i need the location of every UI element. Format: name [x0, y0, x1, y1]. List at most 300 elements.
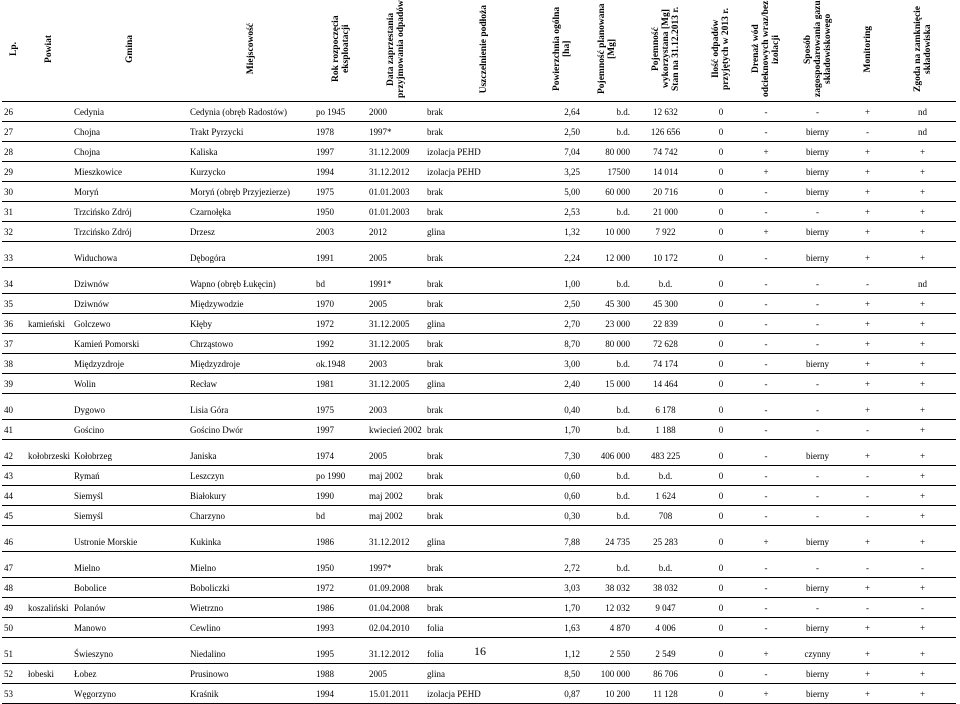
cell-zgoda: +: [889, 202, 956, 222]
header-pojemnosc-planowana: Pojemność planowana [Mg]: [582, 0, 632, 102]
table-body: [2, 102, 956, 704]
cell-monitoring: +: [846, 102, 889, 122]
cell-drenaz: -: [743, 202, 789, 222]
cell-rok: 1972: [314, 314, 367, 334]
table-row: [2, 506, 956, 526]
cell-powiat: [26, 182, 72, 202]
cell-data-zaprzestania: 2003: [367, 400, 425, 420]
cell-pojemnosc-planowana: 12 000: [582, 248, 632, 268]
cell-zgoda: nd: [889, 274, 956, 294]
cell-monitoring: -: [846, 558, 889, 578]
cell-data-zaprzestania: 31.12.2012: [367, 644, 425, 664]
header-rok: Rok rozpoczęcia eksploatacji: [314, 0, 367, 102]
cell-ilosc-odpadow: 0: [699, 334, 743, 354]
cell-powiat: [26, 420, 72, 440]
cell-powiat: [26, 202, 72, 222]
cell-zgoda: +: [889, 446, 956, 466]
cell-monitoring: +: [846, 354, 889, 374]
cell-powierzchnia: 8,70: [542, 334, 582, 354]
cell-pojemnosc-planowana: 17500: [582, 162, 632, 182]
cell-ilosc-odpadow: 0: [699, 374, 743, 394]
cell-lp: 47: [2, 558, 26, 578]
cell-pojemnosc-planowana: 100 000: [582, 664, 632, 684]
table-row: [2, 558, 956, 578]
cell-gmina: Międzyzdroje: [72, 354, 188, 374]
cell-rok: 1995: [314, 644, 367, 664]
cell-sposob: -: [789, 314, 846, 334]
cell-pojemnosc-planowana: b.d.: [582, 102, 632, 122]
cell-pojemnosc-planowana: b.d.: [582, 202, 632, 222]
cell-pojemnosc-planowana: 12 032: [582, 598, 632, 618]
cell-lp: 38: [2, 354, 26, 374]
cell-uszczelnienie: glina: [425, 314, 542, 334]
cell-data-zaprzestania: 01.01.2003: [367, 182, 425, 202]
cell-drenaz: -: [743, 466, 789, 486]
cell-powierzchnia: 0,40: [542, 400, 582, 420]
cell-sposob: bierny: [789, 142, 846, 162]
table-row: [2, 142, 956, 162]
cell-drenaz: -: [743, 354, 789, 374]
cell-pojemnosc-wykorzystana: 20 716: [632, 182, 699, 202]
cell-pojemnosc-wykorzystana: 6 178: [632, 400, 699, 420]
table-row: [2, 446, 956, 466]
cell-powiat: kamieński: [26, 314, 72, 334]
table-header: [2, 0, 956, 102]
cell-powiat: [26, 506, 72, 526]
cell-sposob: bierny: [789, 446, 846, 466]
cell-monitoring: -: [846, 274, 889, 294]
cell-zgoda: +: [889, 644, 956, 664]
cell-sposob: -: [789, 420, 846, 440]
cell-miejscowosc: Janiska: [188, 446, 314, 466]
cell-ilosc-odpadow: 0: [699, 162, 743, 182]
table-row: [2, 314, 956, 334]
cell-sposob: -: [789, 102, 846, 122]
cell-powierzchnia: 0,87: [542, 684, 582, 704]
cell-sposob: -: [789, 400, 846, 420]
cell-gmina: Węgorzyno: [72, 684, 188, 704]
cell-uszczelnienie: glina: [425, 664, 542, 684]
cell-pojemnosc-wykorzystana: 1 188: [632, 420, 699, 440]
cell-gmina: Gościno: [72, 420, 188, 440]
table-row: [2, 202, 956, 222]
cell-monitoring: -: [846, 466, 889, 486]
cell-gmina: Polanów: [72, 598, 188, 618]
cell-powierzchnia: 1,70: [542, 598, 582, 618]
cell-lp: 30: [2, 182, 26, 202]
cell-ilosc-odpadow: 0: [699, 618, 743, 638]
cell-rok: 1972: [314, 578, 367, 598]
cell-pojemnosc-planowana: 10 000: [582, 222, 632, 242]
cell-drenaz: -: [743, 122, 789, 142]
header-ilosc-odpadow: Ilość odpadów przyjętych w 2013 r.: [699, 0, 743, 102]
cell-sposob: -: [789, 558, 846, 578]
cell-pojemnosc-planowana: 4 870: [582, 618, 632, 638]
cell-data-zaprzestania: maj 2002: [367, 486, 425, 506]
cell-zgoda: +: [889, 532, 956, 552]
cell-miejscowosc: Lisia Góra: [188, 400, 314, 420]
cell-ilosc-odpadow: 0: [699, 578, 743, 598]
table-row: [2, 400, 956, 420]
cell-lp: 39: [2, 374, 26, 394]
cell-pojemnosc-wykorzystana: 1 624: [632, 486, 699, 506]
cell-monitoring: -: [846, 122, 889, 142]
cell-monitoring: +: [846, 578, 889, 598]
cell-gmina: Rymań: [72, 466, 188, 486]
cell-powierzchnia: 1,12: [542, 644, 582, 664]
cell-gmina: Chojna: [72, 122, 188, 142]
cell-powierzchnia: 2,50: [542, 122, 582, 142]
cell-monitoring: +: [846, 182, 889, 202]
table-row: [2, 294, 956, 314]
cell-drenaz: -: [743, 486, 789, 506]
cell-gmina: Ustronie Morskie: [72, 532, 188, 552]
cell-pojemnosc-wykorzystana: 22 839: [632, 314, 699, 334]
cell-sposob: bierny: [789, 684, 846, 704]
header-pojemnosc-wykorzystana: Pojemność wykorzystana [Mg] Stan na 31.12.2013 r.: [632, 0, 699, 102]
cell-rok: bd: [314, 274, 367, 294]
cell-pojemnosc-wykorzystana: 9 047: [632, 598, 699, 618]
cell-uszczelnienie: izolacja PEHD: [425, 142, 542, 162]
cell-miejscowosc: Kraśnik: [188, 684, 314, 704]
cell-powierzchnia: 3,03: [542, 578, 582, 598]
cell-powierzchnia: 7,88: [542, 532, 582, 552]
cell-zgoda: +: [889, 182, 956, 202]
cell-rok: 1994: [314, 162, 367, 182]
cell-uszczelnienie: izolacja PEHD: [425, 684, 542, 704]
cell-powierzchnia: 2,64: [542, 102, 582, 122]
cell-pojemnosc-wykorzystana: b.d.: [632, 274, 699, 294]
cell-ilosc-odpadow: 0: [699, 354, 743, 374]
cell-miejscowosc: Chrząstowo: [188, 334, 314, 354]
cell-sposob: bierny: [789, 182, 846, 202]
table-row: [2, 334, 956, 354]
cell-pojemnosc-planowana: b.d.: [582, 486, 632, 506]
cell-powiat: [26, 684, 72, 704]
cell-miejscowosc: Recław: [188, 374, 314, 394]
cell-powiat: [26, 294, 72, 314]
cell-zgoda: nd: [889, 122, 956, 142]
cell-uszczelnienie: folia: [425, 618, 542, 638]
cell-powierzchnia: 1,00: [542, 274, 582, 294]
cell-data-zaprzestania: 2005: [367, 248, 425, 268]
cell-pojemnosc-planowana: 10 200: [582, 684, 632, 704]
cell-sposob: -: [789, 294, 846, 314]
cell-pojemnosc-wykorzystana: 86 706: [632, 664, 699, 684]
cell-zgoda: +: [889, 486, 956, 506]
cell-pojemnosc-wykorzystana: 4 006: [632, 618, 699, 638]
cell-lp: 33: [2, 248, 26, 268]
cell-uszczelnienie: brak: [425, 420, 542, 440]
header-uszczelnienie: Uszczelnienie podłoża: [425, 0, 542, 102]
cell-pojemnosc-wykorzystana: 45 300: [632, 294, 699, 314]
cell-miejscowosc: Prusinowo: [188, 664, 314, 684]
cell-rok: 2003: [314, 222, 367, 242]
cell-pojemnosc-planowana: b.d.: [582, 558, 632, 578]
cell-sposob: -: [789, 506, 846, 526]
table-row: [2, 182, 956, 202]
cell-pojemnosc-planowana: b.d.: [582, 400, 632, 420]
cell-data-zaprzestania: 2012: [367, 222, 425, 242]
cell-rok: 1974: [314, 446, 367, 466]
cell-rok: 1975: [314, 182, 367, 202]
cell-gmina: Trzcińsko Zdrój: [72, 222, 188, 242]
cell-uszczelnienie: brak: [425, 354, 542, 374]
page-number: 16: [474, 644, 486, 658]
cell-powiat: [26, 102, 72, 122]
cell-lp: 31: [2, 202, 26, 222]
cell-ilosc-odpadow: 0: [699, 664, 743, 684]
table-row: [2, 578, 956, 598]
cell-gmina: Manowo: [72, 618, 188, 638]
cell-zgoda: -: [889, 598, 956, 618]
cell-data-zaprzestania: 31.12.2012: [367, 162, 425, 182]
cell-powiat: [26, 142, 72, 162]
cell-lp: 50: [2, 618, 26, 638]
cell-monitoring: +: [846, 222, 889, 242]
table-row: [2, 102, 956, 122]
cell-powierzchnia: 2,40: [542, 374, 582, 394]
cell-powiat: [26, 578, 72, 598]
cell-miejscowosc: Charzyno: [188, 506, 314, 526]
cell-data-zaprzestania: 01.04.2008: [367, 598, 425, 618]
cell-ilosc-odpadow: 0: [699, 400, 743, 420]
cell-sposob: bierny: [789, 122, 846, 142]
cell-zgoda: +: [889, 248, 956, 268]
cell-gmina: Łobez: [72, 664, 188, 684]
cell-powierzchnia: 1,70: [542, 420, 582, 440]
table-row: [2, 684, 956, 704]
cell-zgoda: -: [889, 558, 956, 578]
header-lp: Lp.: [2, 0, 26, 102]
cell-powiat: [26, 532, 72, 552]
cell-data-zaprzestania: 01.01.2003: [367, 202, 425, 222]
cell-ilosc-odpadow: 0: [699, 314, 743, 334]
cell-pojemnosc-wykorzystana: 7 922: [632, 222, 699, 242]
cell-data-zaprzestania: 15.01.2011: [367, 684, 425, 704]
cell-drenaz: -: [743, 294, 789, 314]
cell-miejscowosc: Międzywodzie: [188, 294, 314, 314]
cell-uszczelnienie: brak: [425, 466, 542, 486]
cell-data-zaprzestania: 31.12.2009: [367, 142, 425, 162]
cell-data-zaprzestania: 31.12.2005: [367, 314, 425, 334]
cell-miejscowosc: Wietrzno: [188, 598, 314, 618]
cell-lp: 53: [2, 684, 26, 704]
table-row: [2, 122, 956, 142]
cell-ilosc-odpadow: 0: [699, 532, 743, 552]
cell-drenaz: +: [743, 644, 789, 664]
cell-powiat: [26, 122, 72, 142]
cell-uszczelnienie: brak: [425, 202, 542, 222]
cell-uszczelnienie: brak: [425, 506, 542, 526]
cell-data-zaprzestania: 2003: [367, 354, 425, 374]
cell-powierzchnia: 3,25: [542, 162, 582, 182]
cell-pojemnosc-wykorzystana: b.d.: [632, 558, 699, 578]
cell-drenaz: -: [743, 558, 789, 578]
cell-drenaz: -: [743, 182, 789, 202]
cell-ilosc-odpadow: 0: [699, 558, 743, 578]
cell-lp: 51: [2, 644, 26, 664]
cell-monitoring: +: [846, 532, 889, 552]
cell-powiat: [26, 222, 72, 242]
cell-zgoda: +: [889, 294, 956, 314]
cell-powierzchnia: 3,00: [542, 354, 582, 374]
cell-uszczelnienie: brak: [425, 122, 542, 142]
cell-pojemnosc-wykorzystana: 14 464: [632, 374, 699, 394]
cell-pojemnosc-planowana: b.d.: [582, 466, 632, 486]
cell-rok: 1994: [314, 684, 367, 704]
cell-data-zaprzestania: 31.12.2005: [367, 334, 425, 354]
cell-uszczelnienie: brak: [425, 102, 542, 122]
cell-gmina: Widuchowa: [72, 248, 188, 268]
cell-pojemnosc-wykorzystana: 10 172: [632, 248, 699, 268]
cell-miejscowosc: Czarnołęka: [188, 202, 314, 222]
cell-miejscowosc: Mielno: [188, 558, 314, 578]
cell-monitoring: +: [846, 618, 889, 638]
cell-pojemnosc-planowana: 80 000: [582, 142, 632, 162]
cell-pojemnosc-planowana: 2 550: [582, 644, 632, 664]
cell-data-zaprzestania: 01.09.2008: [367, 578, 425, 598]
cell-ilosc-odpadow: 0: [699, 222, 743, 242]
cell-pojemnosc-planowana: 45 300: [582, 294, 632, 314]
cell-gmina: Siemyśl: [72, 486, 188, 506]
cell-data-zaprzestania: kwiecień 2002: [367, 420, 425, 440]
cell-rok: 1978: [314, 122, 367, 142]
cell-pojemnosc-planowana: b.d.: [582, 420, 632, 440]
cell-rok: 1991: [314, 248, 367, 268]
cell-monitoring: +: [846, 400, 889, 420]
cell-gmina: Dygowo: [72, 400, 188, 420]
cell-pojemnosc-wykorzystana: 38 032: [632, 578, 699, 598]
cell-ilosc-odpadow: 0: [699, 294, 743, 314]
cell-data-zaprzestania: maj 2002: [367, 506, 425, 526]
cell-gmina: Cedynia: [72, 102, 188, 122]
cell-lp: 42: [2, 446, 26, 466]
cell-miejscowosc: Wapno (obręb Łukęcin): [188, 274, 314, 294]
cell-drenaz: -: [743, 274, 789, 294]
cell-uszczelnienie: brak: [425, 446, 542, 466]
cell-drenaz: +: [743, 222, 789, 242]
header-miejscowosc: Miejscowość: [188, 0, 314, 102]
table-row: [2, 486, 956, 506]
cell-drenaz: -: [743, 446, 789, 466]
header-powierzchnia: Powierzchnia ogólna [ha]: [542, 0, 582, 102]
cell-drenaz: -: [743, 400, 789, 420]
cell-sposob: -: [789, 334, 846, 354]
cell-zgoda: +: [889, 664, 956, 684]
cell-pojemnosc-planowana: 23 000: [582, 314, 632, 334]
cell-rok: bd: [314, 506, 367, 526]
cell-monitoring: +: [846, 248, 889, 268]
cell-monitoring: +: [846, 294, 889, 314]
cell-ilosc-odpadow: 0: [699, 202, 743, 222]
cell-uszczelnienie: brak: [425, 578, 542, 598]
cell-monitoring: +: [846, 334, 889, 354]
cell-powiat: [26, 486, 72, 506]
cell-rok: 1981: [314, 374, 367, 394]
cell-powiat: łobeski: [26, 664, 72, 684]
cell-drenaz: -: [743, 618, 789, 638]
cell-pojemnosc-wykorzystana: 708: [632, 506, 699, 526]
cell-gmina: Siemyśl: [72, 506, 188, 526]
cell-gmina: Mieszkowice: [72, 162, 188, 182]
cell-sposob: bierny: [789, 162, 846, 182]
cell-data-zaprzestania: 1997*: [367, 122, 425, 142]
cell-monitoring: -: [846, 506, 889, 526]
cell-pojemnosc-wykorzystana: 483 225: [632, 446, 699, 466]
cell-powierzchnia: 5,00: [542, 182, 582, 202]
cell-miejscowosc: Trakt Pyrzycki: [188, 122, 314, 142]
cell-rok: 1988: [314, 664, 367, 684]
cell-powierzchnia: 0,30: [542, 506, 582, 526]
table-row: [2, 420, 956, 440]
cell-monitoring: +: [846, 314, 889, 334]
cell-powiat: [26, 334, 72, 354]
cell-drenaz: -: [743, 334, 789, 354]
cell-pojemnosc-wykorzystana: 21 000: [632, 202, 699, 222]
cell-pojemnosc-wykorzystana: 12 632: [632, 102, 699, 122]
cell-rok: 1997: [314, 142, 367, 162]
cell-powiat: [26, 354, 72, 374]
cell-pojemnosc-planowana: 15 000: [582, 374, 632, 394]
cell-drenaz: -: [743, 664, 789, 684]
cell-powiat: [26, 248, 72, 268]
cell-zgoda: +: [889, 334, 956, 354]
cell-monitoring: +: [846, 664, 889, 684]
cell-miejscowosc: Białokury: [188, 486, 314, 506]
cell-zgoda: +: [889, 684, 956, 704]
cell-zgoda: +: [889, 314, 956, 334]
cell-ilosc-odpadow: 0: [699, 684, 743, 704]
cell-sposob: bierny: [789, 222, 846, 242]
cell-powierzchnia: 8,50: [542, 664, 582, 684]
table-row: [2, 466, 956, 486]
header-data-zaprzestania: Data zaprzestania przyjmowania odpadów: [367, 0, 425, 102]
cell-sposob: -: [789, 598, 846, 618]
cell-lp: 29: [2, 162, 26, 182]
cell-data-zaprzestania: 2000: [367, 102, 425, 122]
table-row: [2, 222, 956, 242]
cell-rok: 1997: [314, 420, 367, 440]
cell-uszczelnienie: brak: [425, 334, 542, 354]
cell-lp: 45: [2, 506, 26, 526]
cell-miejscowosc: Drzesz: [188, 222, 314, 242]
cell-sposob: bierny: [789, 354, 846, 374]
cell-miejscowosc: Kukinka: [188, 532, 314, 552]
cell-uszczelnienie: brak: [425, 182, 542, 202]
cell-powiat: [26, 618, 72, 638]
cell-pojemnosc-planowana: 38 032: [582, 578, 632, 598]
cell-lp: 40: [2, 400, 26, 420]
cell-miejscowosc: Kłęby: [188, 314, 314, 334]
cell-pojemnosc-planowana: 60 000: [582, 182, 632, 202]
cell-lp: 34: [2, 274, 26, 294]
cell-powiat: [26, 558, 72, 578]
cell-rok: po 1945: [314, 102, 367, 122]
cell-uszczelnienie: brak: [425, 400, 542, 420]
cell-pojemnosc-planowana: b.d.: [582, 274, 632, 294]
cell-gmina: Kamień Pomorski: [72, 334, 188, 354]
cell-rok: 1990: [314, 486, 367, 506]
cell-pojemnosc-wykorzystana: 25 283: [632, 532, 699, 552]
cell-drenaz: -: [743, 248, 789, 268]
cell-gmina: Dziwnów: [72, 274, 188, 294]
cell-sposob: bierny: [789, 532, 846, 552]
cell-ilosc-odpadow: 0: [699, 122, 743, 142]
cell-ilosc-odpadow: 0: [699, 274, 743, 294]
cell-ilosc-odpadow: 0: [699, 486, 743, 506]
cell-lp: 48: [2, 578, 26, 598]
